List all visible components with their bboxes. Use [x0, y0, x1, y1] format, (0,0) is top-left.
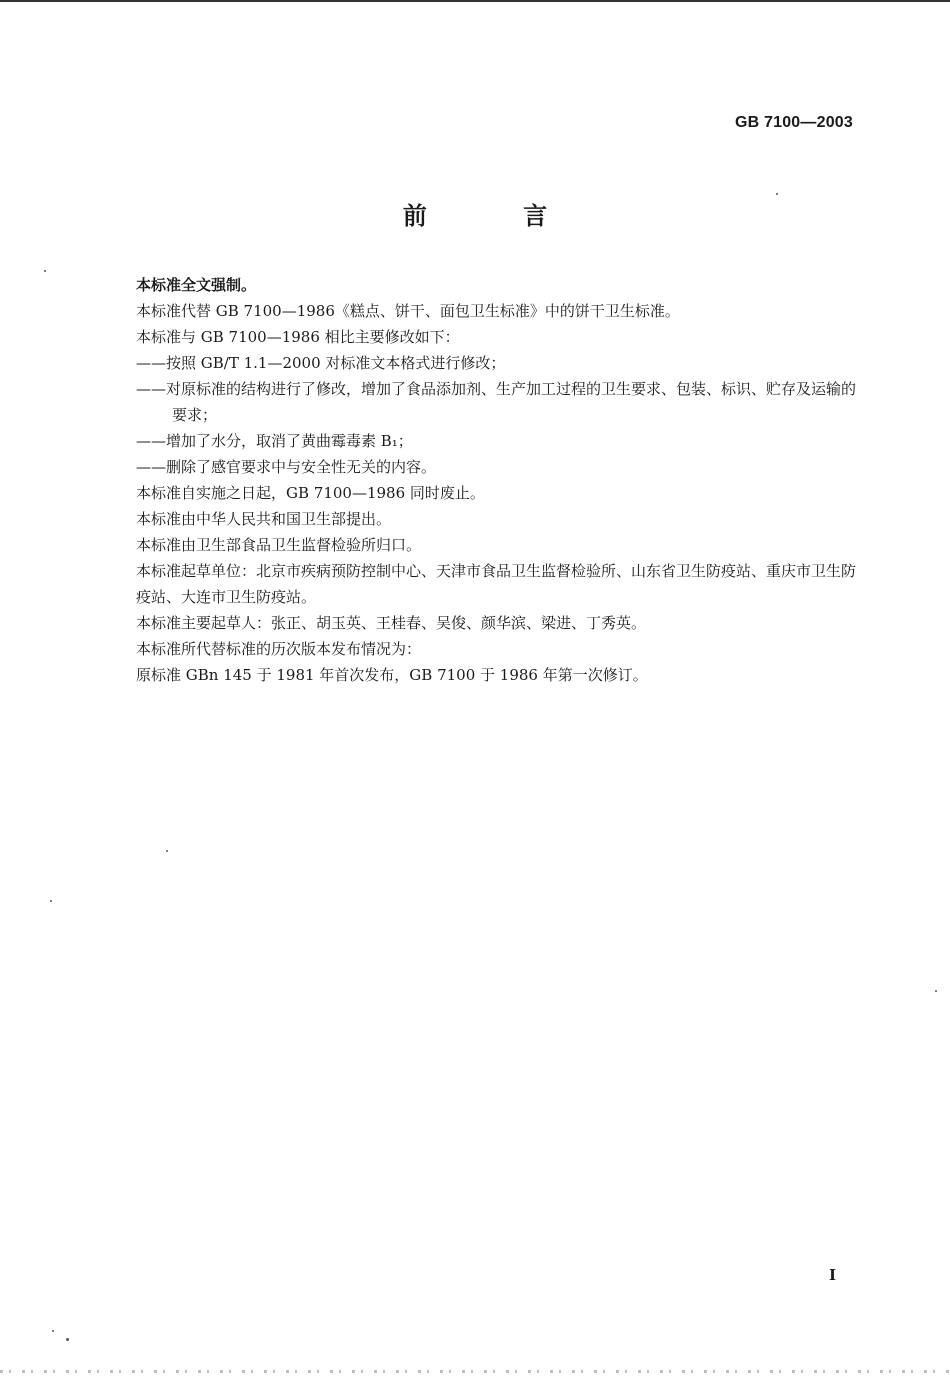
paragraph-history: 原标准 GBn 145 于 1981 年首次发布，GB 7100 于 1986 年第一次修订。	[136, 666, 648, 684]
scan-speck	[935, 990, 937, 992]
page-number: I	[828, 1266, 836, 1284]
paragraph-changes-intro: 本标准与 GB 7100—1986 相比主要修改如下：	[136, 328, 460, 346]
paragraph-abolish: 本标准自实施之日起，GB 7100—1986 同时废止。	[136, 484, 485, 502]
paragraph-administrator: 本标准由卫生部食品卫生监督检验所归口。	[136, 536, 422, 554]
paragraph-history-intro: 本标准所代替标准的历次版本发布情况为：	[136, 640, 422, 658]
document-code: GB 7100—2003	[734, 114, 853, 131]
scan-speck	[50, 900, 52, 902]
page-top-rule	[0, 0, 950, 2]
change-item-sensory: ——删除了感官要求中与安全性无关的内容。	[136, 458, 437, 476]
paragraph-mandatory: 本标准全文强制。	[136, 276, 257, 294]
page-title: 前 言	[402, 202, 592, 230]
scan-speck	[66, 1338, 69, 1341]
scan-speck	[52, 1330, 54, 1332]
change-item-format: ——按照 GB/T 1.1—2000 对标准文本格式进行修改；	[136, 354, 506, 372]
scan-speck	[44, 270, 46, 272]
scan-speck	[166, 850, 168, 852]
paragraph-drafters: 本标准主要起草人：张正、胡玉英、王桂春、吴俊、颜华滨、梁进、丁秀英。	[136, 614, 647, 632]
change-item-structure: ——对原标准的结构进行了修改，增加了食品添加剂、生产加工过程的卫生要求、包装、标识、贮存及运输的要求；	[136, 380, 857, 424]
foreword-body	[136, 272, 860, 688]
scan-bottom-noise	[0, 1370, 950, 1373]
change-item-moisture: ——增加了水分，取消了黄曲霉毒素 B₁；	[136, 432, 413, 450]
paragraph-drafting-units: 本标准起草单位：北京市疾病预防控制中心、天津市食品卫生监督检验所、山东省卫生防疫站、重庆市卫生防疫站、大连市卫生防疫站。	[136, 562, 857, 606]
scan-speck	[776, 193, 778, 195]
paragraph-proposer: 本标准由中华人民共和国卫生部提出。	[136, 510, 392, 528]
paragraph-replaces: 本标准代替 GB 7100—1986《糕点、饼干、面包卫生标准》中的饼干卫生标准。	[136, 302, 680, 320]
